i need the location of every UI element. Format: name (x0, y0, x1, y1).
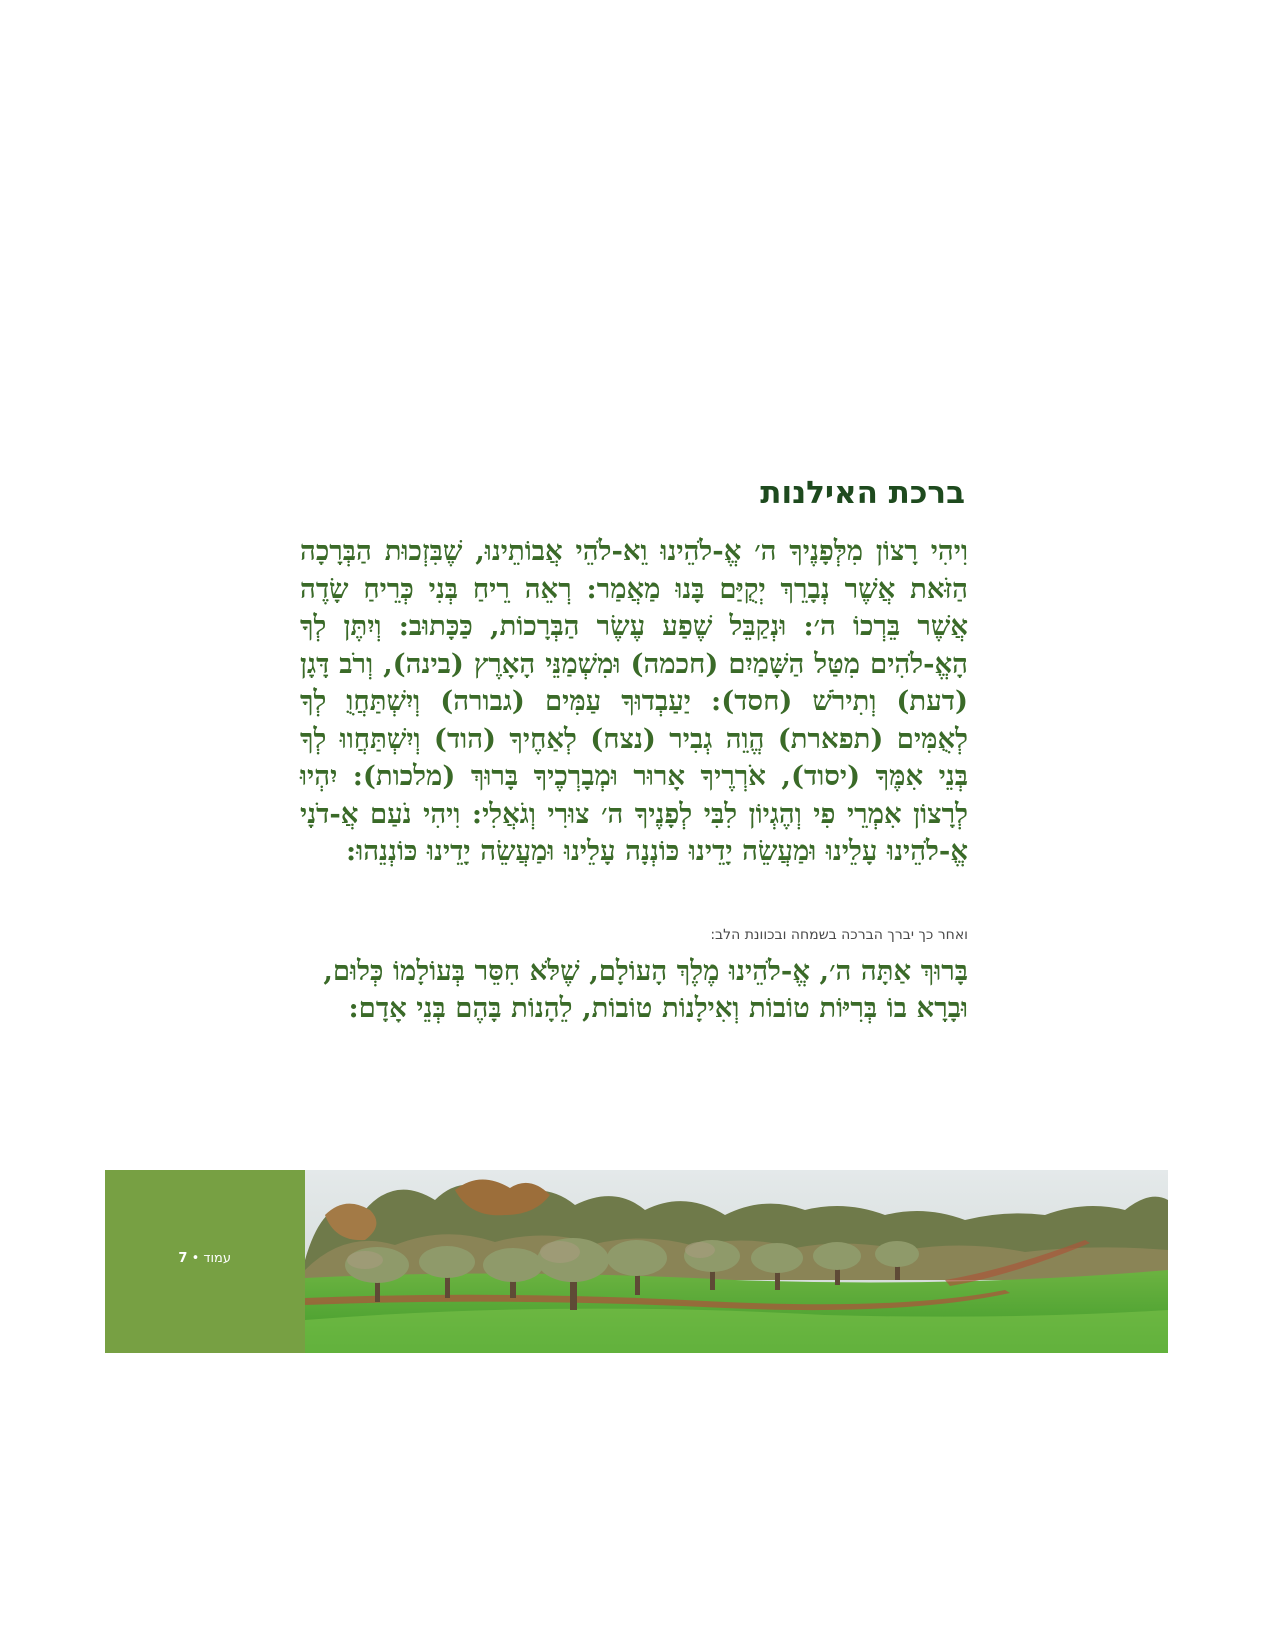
page-number-label (105, 1251, 231, 1266)
blessing-line-2: וּבָרָא בוֹ בְּרִיּוֹת טוֹבוֹת וְאִילָנוֹת טוֹבוֹת, לֵהָנוֹת בָּהֶם בְּנֵי אָדָם: (348, 992, 968, 1024)
page-label: עמוד (203, 1251, 231, 1266)
prayer-text: וִיהִי רָצוֹן מִלְּפָנֶיךָ ה׳ אֱ-לֹהֵינוּ וֵא-לֹהֵי אֲבוֹתֵינוּ, שֶׁבִּזְכוּת הַבְּרָכָה הַזֹּאת אֲשֶׁר נְבָרֵךְ יְקֻיַּם בָּנוּ מַאֲמַר: רְאֵה רֵיחַ בְּנִי כְּרֵיחַ שָׂדֶה אֲשֶׁר בֵּרְכוֹ ה׳: וּנְקַבֵּל שֶׁפַע עֶשֶׂר הַבְּרָכוֹת, כַּכָּתוּב: וְיִתֶּן לְךָ הָאֱ-לֹהִים מִטַּל הַשָּׁמַיִם (חכמה) וּמִשְׁמַנֵּי הָאָרֶץ (בינה), וְרֹב דָּגָן (דעת) וְתִירֹשׁ (חסד): יַעַבְדוּךָ עַמִּים (גבורה) וְיִשְׁתַּחֲוֻ לְךָ לְאֻמִּים (תפארת) הֱוֵה גְבִיר (נצח) לְאַחֶיךָ (הוד) וְיִשְׁתַּחֲווּ לְךָ בְּנֵי אִמֶּךָ (יסוד), אֹרְרֶיךָ אָרוּר וּמְבָרְכֶיךָ בָּרוּךְ (מלכות): יִהְיוּ לְרָצוֹן אִמְרֵי פִי וְהֶגְיוֹן לִבִּי לְפָנֶיךָ ה׳ צוּרִי וְגֹאֲלִי: וִיהִי נֹעַם אֲ-דֹנָי אֱ-לֹהֵינוּ עָלֵינוּ וּמַעֲשֵׂה יָדֵינוּ כּוֹנְנָה עָלֵינוּ וּמַעֲשֵׂה יָדֵינוּ כּוֹנְנֵהוּ: (300, 535, 968, 867)
olive-grove-photo (305, 1170, 1168, 1353)
blessing-text (300, 953, 968, 1027)
page-number: 7 (178, 1251, 188, 1266)
instruction-text: ואחר כך יברך הברכה בשמחה ובכוונת הלב: (710, 927, 968, 943)
page-separator: • (191, 1251, 200, 1266)
page-title: ברכת האילנות (760, 475, 965, 511)
blessing-line-1: בָּרוּךְ אַתָּה ה׳, אֱ-לֹהֵינוּ מֶלֶךְ הָעוֹלָם, שֶׁלֹּא חִסֵּר בְּעוֹלָמוֹ כְּלוּם, (323, 955, 968, 987)
